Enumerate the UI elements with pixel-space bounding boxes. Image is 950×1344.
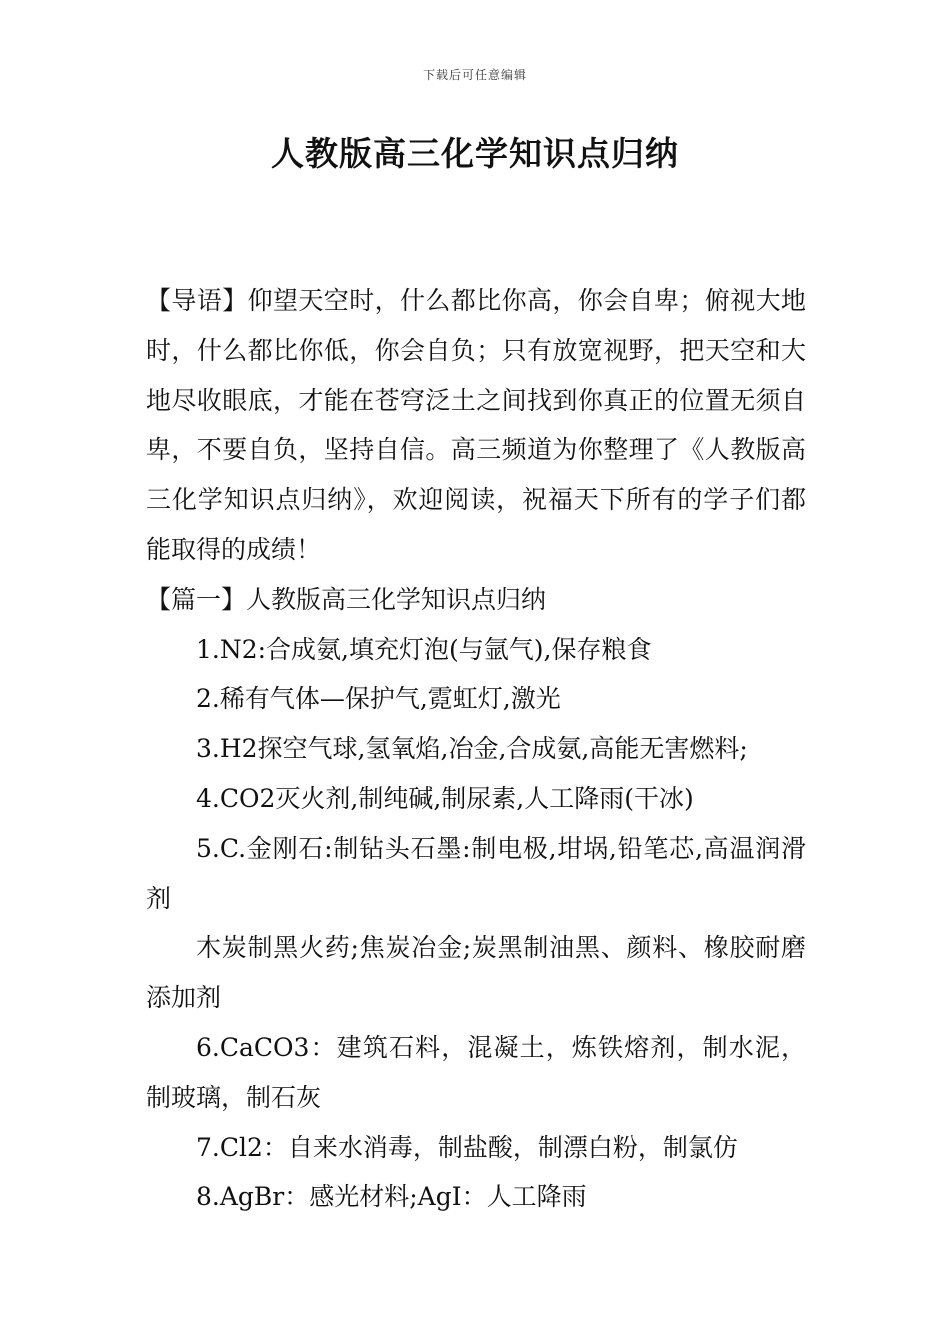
- list-item: 1.N2:合成氨,填充灯泡(与氩气),保存粮食: [196, 634, 652, 664]
- document-title: 人教版高三化学知识点归纳: [271, 134, 679, 173]
- list-item: 3.H2探空气球,氢氧焰,冶金,合成氨,高能无害燃料;: [196, 734, 748, 764]
- list-item: 7.Cl2：自来水消毒，制盐酸，制漂白粉，制氯仿: [196, 1132, 738, 1162]
- list-item: 4.CO2灭火剂,制纯碱,制尿素,人工降雨(干冰): [196, 783, 694, 813]
- header-note: 下载后可任意编辑: [422, 68, 527, 82]
- list-item: 木炭制黑火药;焦炭冶金;炭黑制油黑、颜料、橡胶耐磨添加剂: [146, 933, 806, 1013]
- section-heading: 【篇一】人教版高三化学知识点归纳: [146, 584, 547, 614]
- list-item: 6.CaCO3：建筑石料，混凝土，炼铁熔剂，制水泥，制玻璃，制石灰: [146, 1032, 806, 1112]
- list-item: 2.稀有气体—保护气,霓虹灯,激光: [196, 684, 561, 714]
- list-item: 8.AgBr：感光材料;AgI：人工降雨: [196, 1182, 587, 1212]
- document-body: [146, 276, 806, 1222]
- intro-paragraph: 【导语】仰望天空时，什么都比你高，你会自卑；俯视大地时，什么都比你低，你会自负；只有放宽视野，把天空和大地尽收眼底，才能在苍穹泛土之间找到你真正的位置无须自卑，不要自负，坚持自信。高三频道为你整理了《人教版高三化学知识点归纳》，欢迎阅读，祝福天下所有的学子们都能取得的成绩！: [146, 286, 806, 564]
- list-item: 5.C.金刚石:制钻头石墨:制电极,坩埚,铅笔芯,高温润滑剂: [146, 833, 806, 913]
